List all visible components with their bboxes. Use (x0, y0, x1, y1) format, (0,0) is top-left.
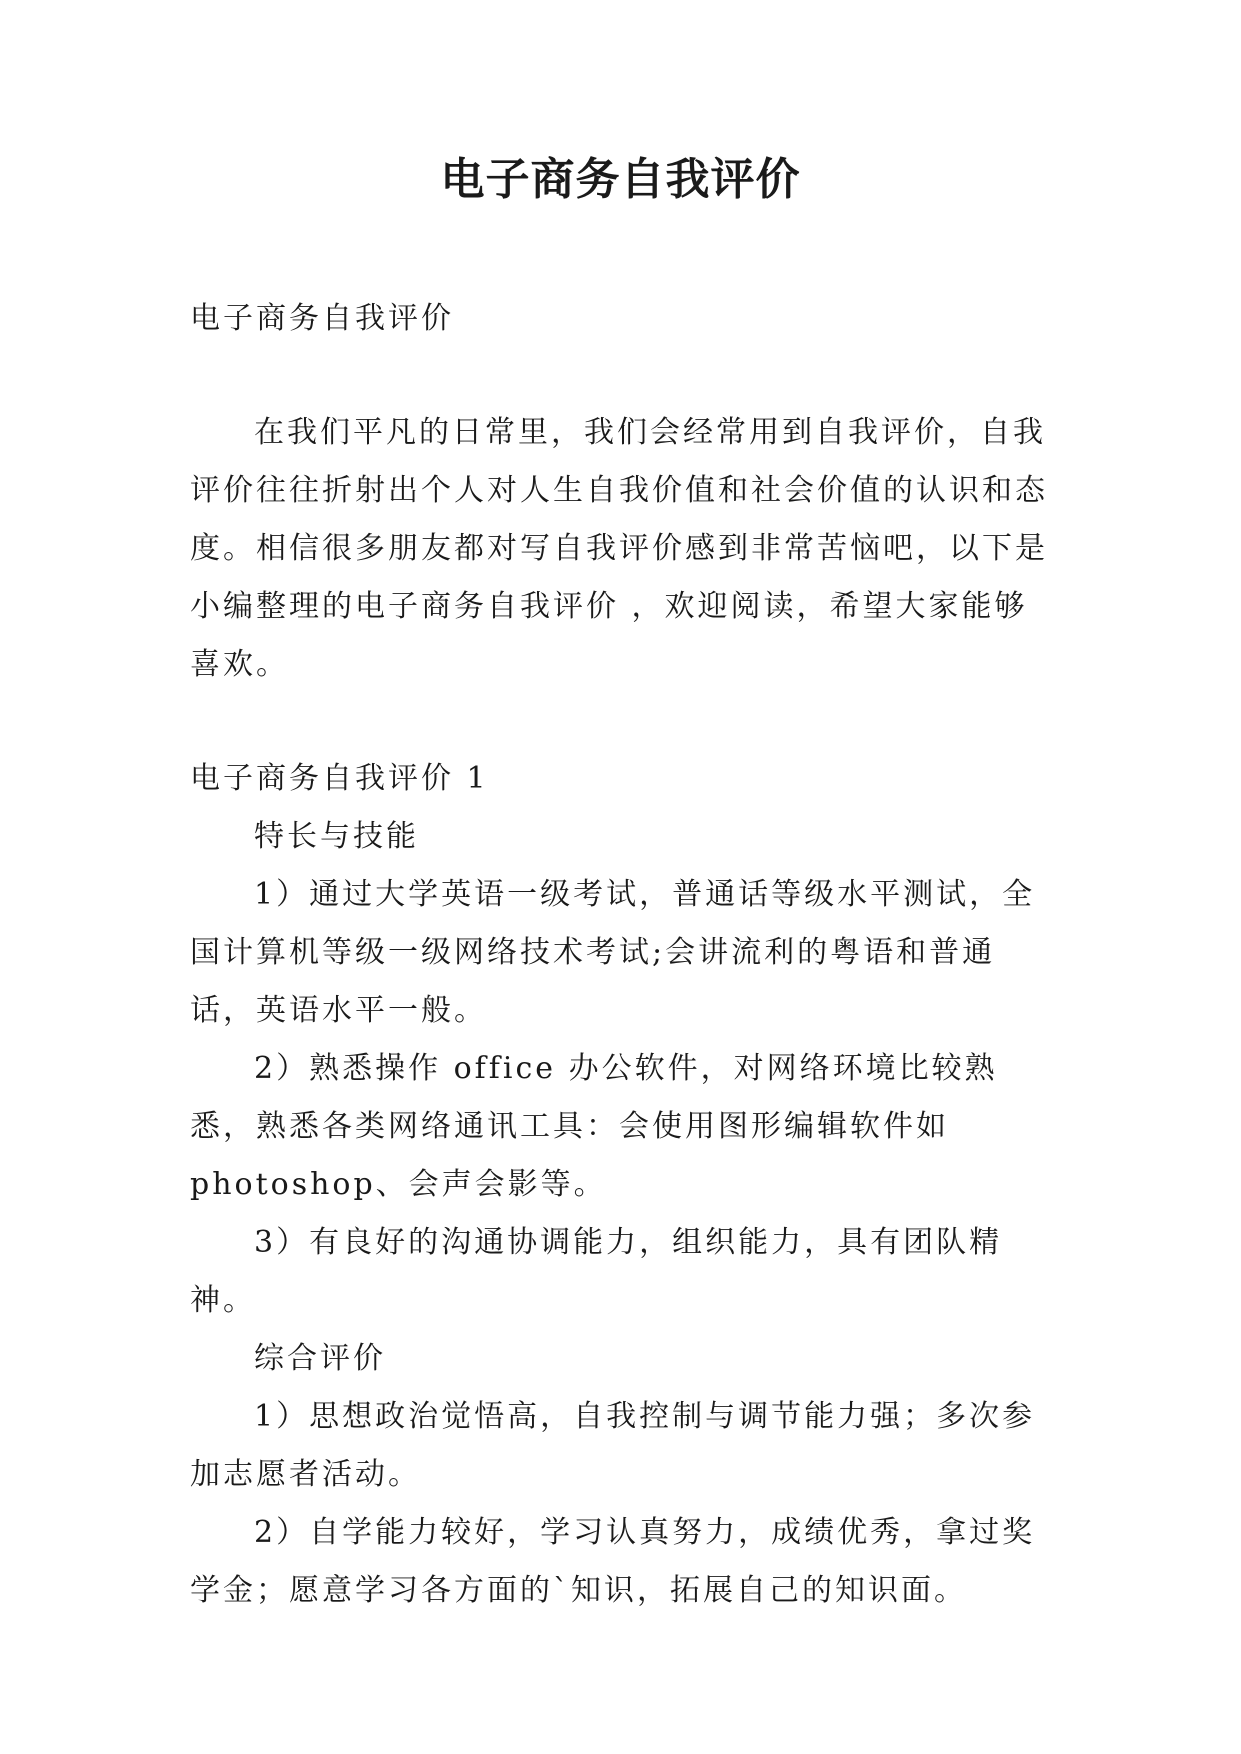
document-body (190, 290, 1056, 1620)
section-heading: 电子商务自我评价 1 (190, 761, 489, 796)
skills-heading: 特长与技能 (254, 819, 419, 854)
overall-item: 1）思想政治觉悟高，自我控制与调节能力强；多次参加志愿者活动。 (190, 1399, 1036, 1492)
overall-item: 2）自学能力较好，学习认真努力，成绩优秀，拿过奖学金；愿意学习各方面的`知识，拓展自己的知识面。 (190, 1515, 1036, 1608)
document-subtitle: 电子商务自我评价 (190, 301, 454, 336)
overall-heading: 综合评价 (254, 1341, 386, 1376)
skill-item: 3）有良好的沟通协调能力，组织能力，具有团队精神。 (190, 1225, 1003, 1318)
intro-paragraph: 在我们平凡的日常里，我们会经常用到自我评价，自我评价往往折射出个人对人生自我价值和社会价值的认识和态度。相信很多朋友都对写自我评价感到非常苦恼吧，以下是小编整理的电子商务自我评价 ，欢迎阅读，希望大家能够喜欢。 (190, 415, 1048, 682)
skill-item: 1）通过大学英语一级考试，普通话等级水平测试，全国计算机等级一级网络技术考试;会讲流利的粤语和普通话，英语水平一般。 (190, 877, 1036, 1028)
skill-item: 2）熟悉操作 office 办公软件，对网络环境比较熟悉，熟悉各类网络通讯工具：会使用图形编辑软件如 photoshop、会声会影等。 (190, 1051, 998, 1202)
document-title: 电子商务自我评价 (440, 154, 801, 205)
